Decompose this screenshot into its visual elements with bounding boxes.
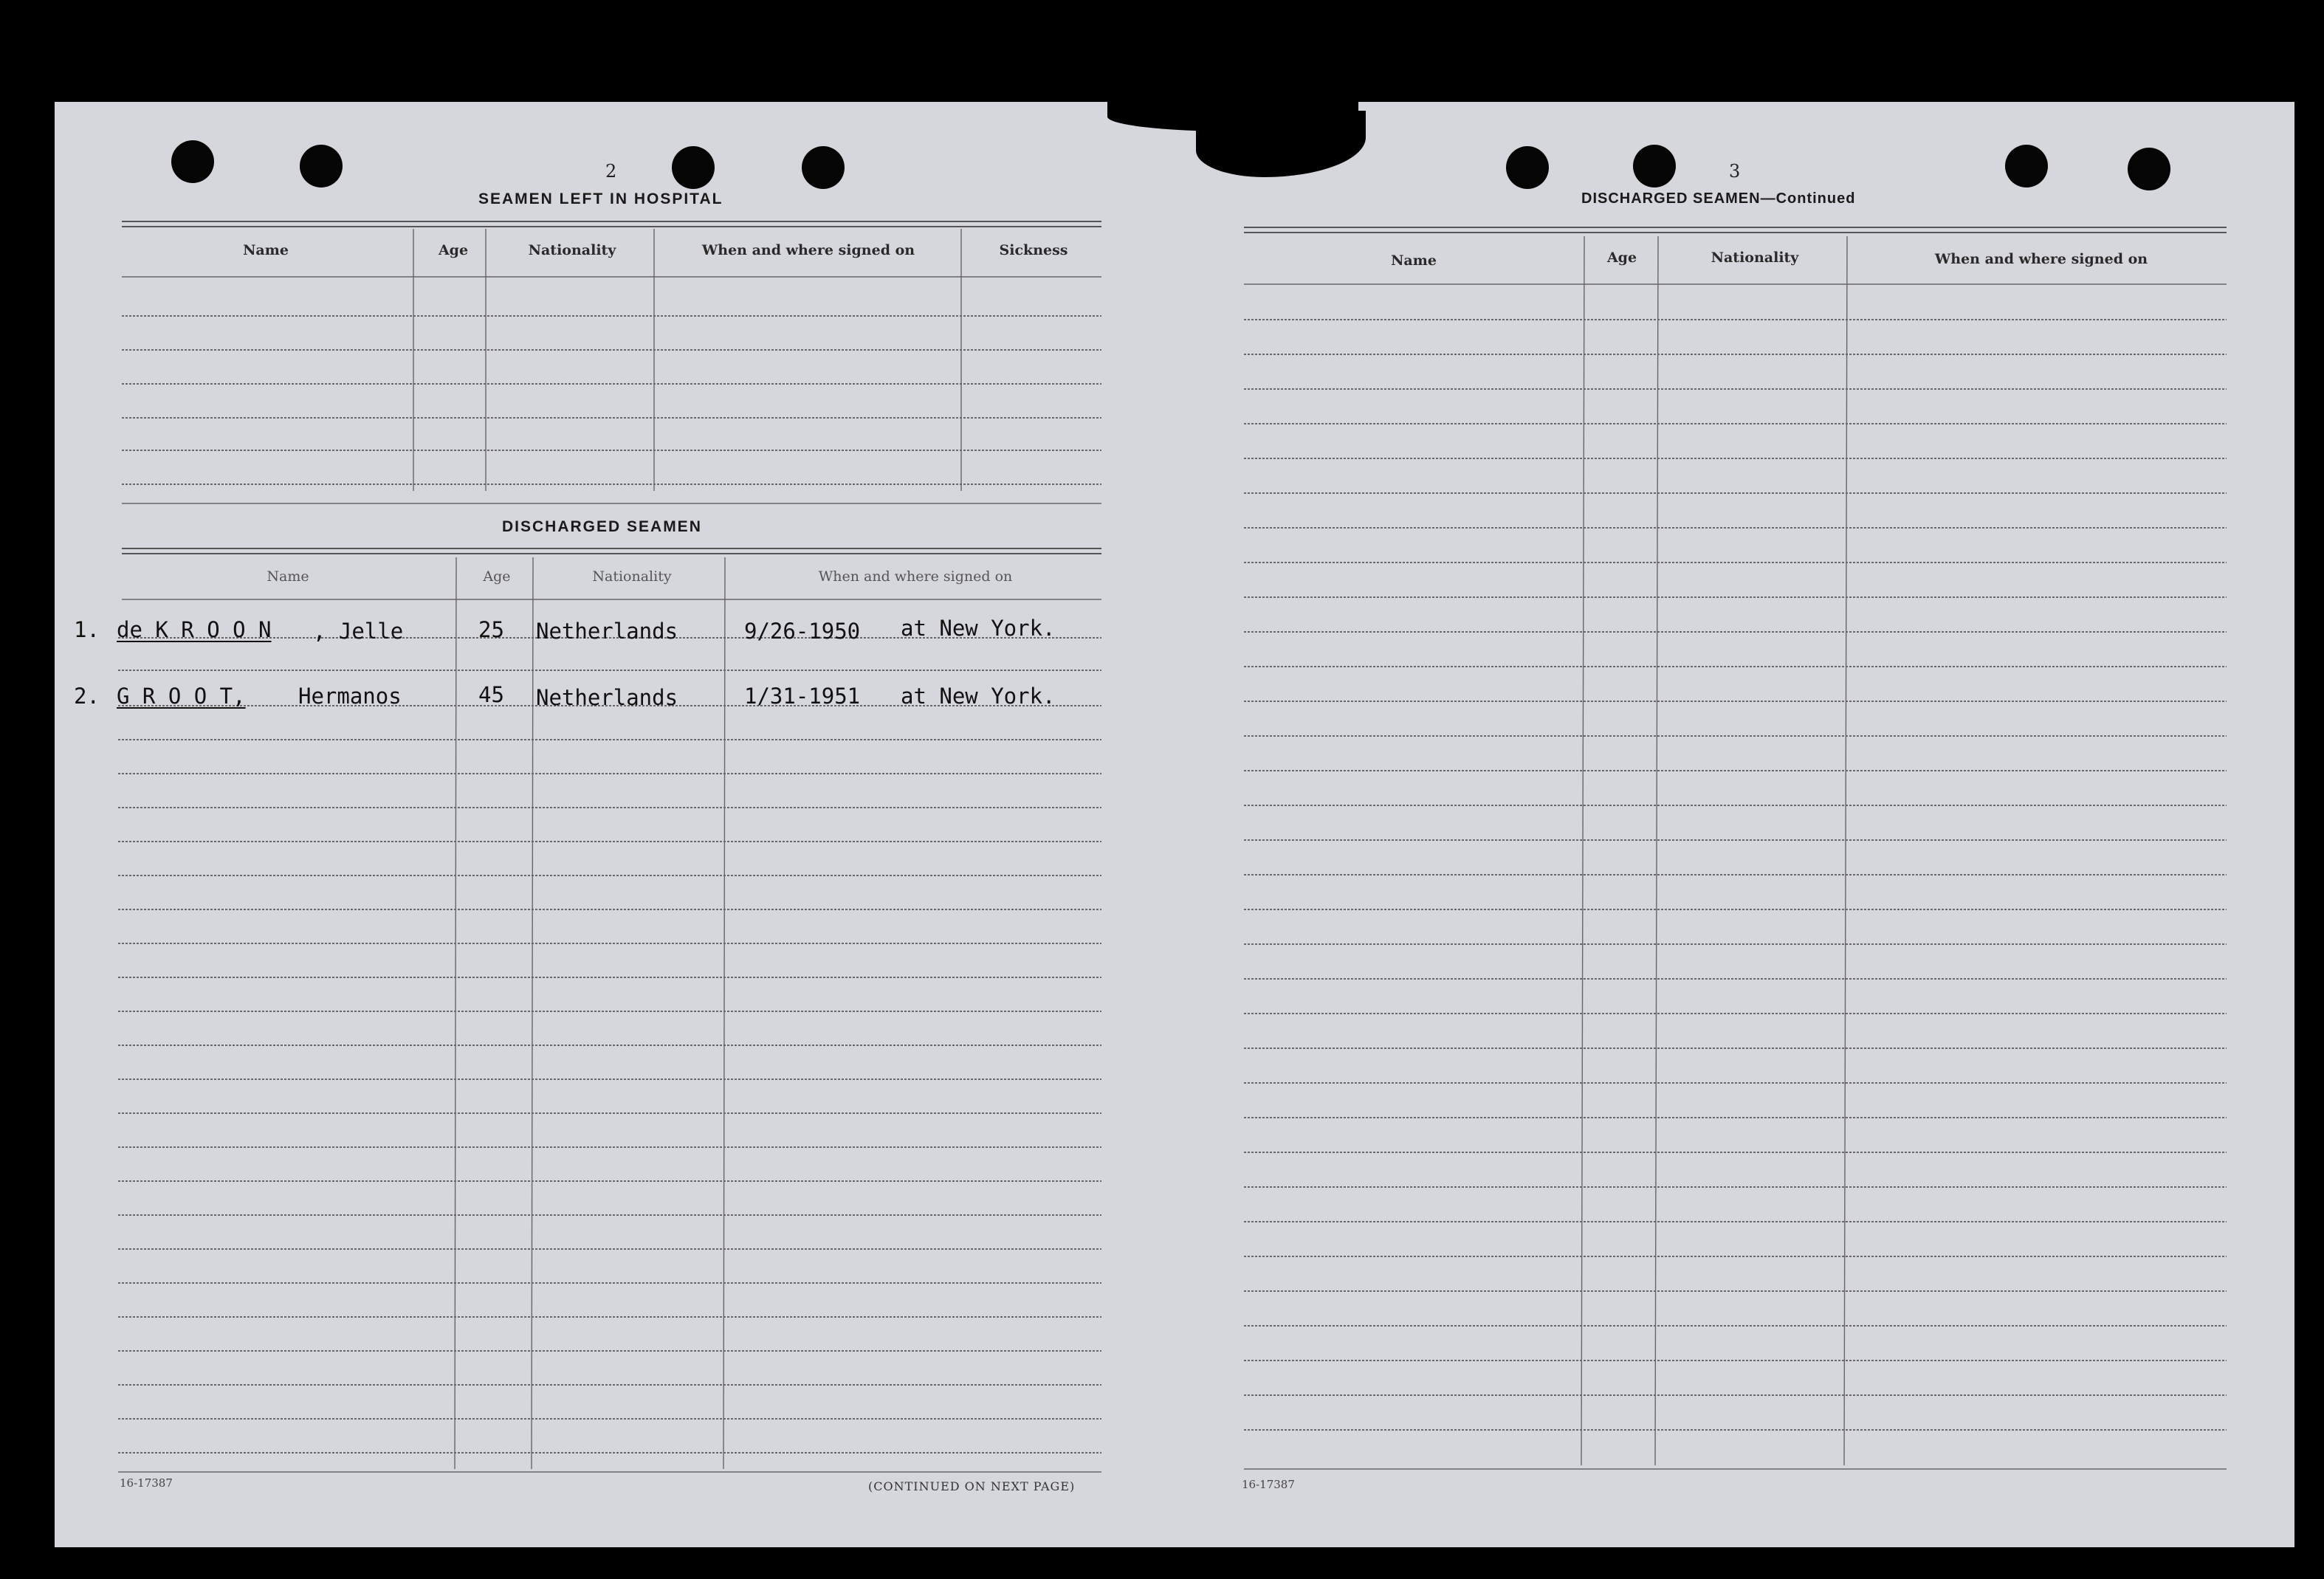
col-header-signed-on: When and where signed on xyxy=(1934,251,2148,267)
seaman-nationality: Netherlands xyxy=(536,619,678,644)
col-header-signed-on: When and where signed on xyxy=(818,568,1013,585)
signed-on-place: at New York. xyxy=(901,684,1056,709)
form-code: 16-17387 xyxy=(1242,1478,1295,1491)
page-number: 3 xyxy=(1729,161,1741,182)
seaman-age: 45 xyxy=(478,682,504,707)
row-number: 2. xyxy=(74,684,100,709)
col-header-age: Age xyxy=(438,242,469,258)
seaman-surname: G R O O T, xyxy=(117,684,246,709)
signed-on-place: at New York. xyxy=(901,616,1056,641)
discharged-continued-title: DISCHARGED SEAMEN—Continued xyxy=(1581,190,1856,207)
signed-on-date: 1/31-1951 xyxy=(744,684,861,709)
row-number: 1. xyxy=(74,617,100,642)
col-header-age: Age xyxy=(1606,250,1637,266)
col-header-nationality: Nationality xyxy=(528,242,616,258)
signed-on-date: 9/26-1950 xyxy=(744,619,861,644)
hospital-section-title: SEAMEN LEFT IN HOSPITAL xyxy=(478,190,723,207)
form-code: 16-17387 xyxy=(120,1476,173,1490)
col-header-name: Name xyxy=(243,242,289,258)
page-number: 2 xyxy=(605,161,617,182)
col-header-signed-on: When and where signed on xyxy=(701,242,915,258)
col-header-sickness: Sickness xyxy=(999,242,1068,258)
col-header-age: Age xyxy=(483,568,511,585)
continued-note: (CONTINUED ON NEXT PAGE) xyxy=(868,1479,1076,1493)
seaman-given-name: Hermanos xyxy=(298,684,402,709)
seaman-surname: de K R O O N xyxy=(117,617,272,642)
col-header-nationality: Nationality xyxy=(1711,250,1799,266)
seaman-given-name: , Jelle xyxy=(313,619,404,644)
discharged-section-title: DISCHARGED SEAMEN xyxy=(502,518,702,535)
col-header-nationality: Nationality xyxy=(592,568,672,585)
seaman-age: 25 xyxy=(478,617,504,642)
col-header-name: Name xyxy=(267,568,309,585)
col-header-name: Name xyxy=(1391,252,1437,269)
seaman-nationality: Netherlands xyxy=(536,685,678,710)
